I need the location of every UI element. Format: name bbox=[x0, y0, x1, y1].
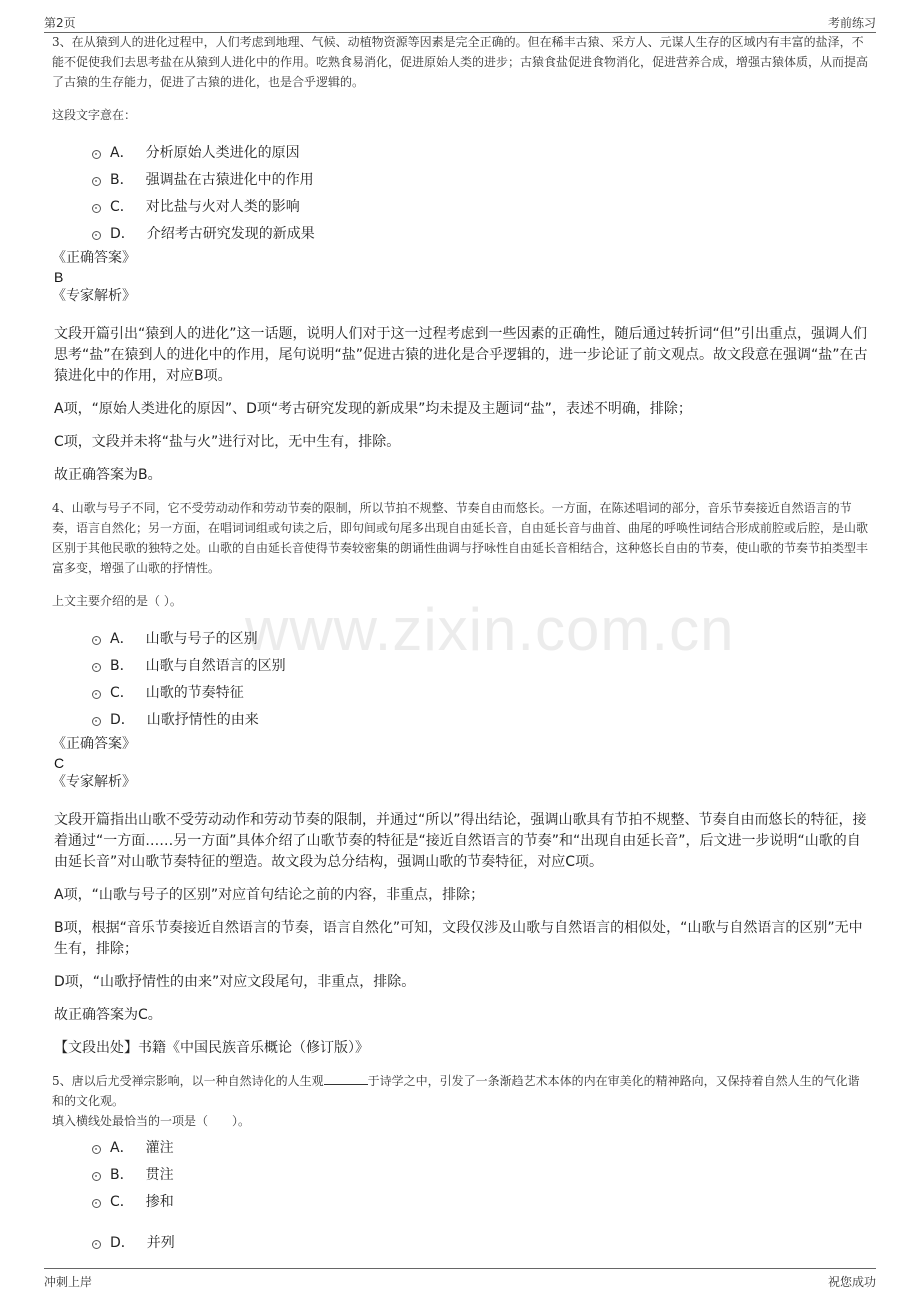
answer-label: 《正确答案》 bbox=[52, 736, 136, 752]
question-4 bbox=[52, 498, 870, 1059]
question-5-options bbox=[92, 1133, 870, 1255]
option-a[interactable]: A． 灌注 bbox=[92, 1133, 870, 1160]
option-d[interactable]: D． 山歌抒情性的由来 bbox=[92, 705, 870, 732]
page-content bbox=[52, 36, 870, 1255]
radio-icon[interactable] bbox=[92, 663, 101, 672]
footer-left-text: 冲刺上岸 bbox=[44, 1275, 93, 1289]
page-header bbox=[44, 14, 876, 32]
answer-value: B bbox=[54, 269, 64, 285]
answer-label: 《正确答案》 bbox=[52, 250, 136, 266]
analysis-conclusion: 故正确答案为C。 bbox=[54, 1007, 162, 1023]
option-b[interactable]: B． 强调盐在古猿进化中的作用 bbox=[92, 165, 870, 192]
page-footer bbox=[44, 1273, 876, 1291]
analysis-paragraph: D项，“山歌抒情性的由来”对应文段尾句，非重点，排除。 bbox=[54, 974, 416, 990]
analysis-paragraph: C项，文段并未将“盐与火”进行对比，无中生有，排除。 bbox=[54, 434, 401, 450]
option-b[interactable]: B． 山歌与自然语言的区别 bbox=[92, 651, 870, 678]
question-3-text: 3、在从猿到人的进化过程中，人们考虑到地理、气候、动植物资源等因素是完全正确的。但在稀丰古猿、采方人、元谋人生存的区域内有丰富的盐泽，不能不促使我们去思考盐在从猿到人进化中的作用。吃熟食易消化，促进原始人类的进步；古猿食盐促进食物消化，促进营养合成，增强古猿体质，从而提高了古猿的生存能力，促进了古猿的进化，也是合乎逻辑的。 bbox=[52, 35, 869, 89]
source-citation: 【文段出处】书籍《中国民族音乐概论（修订版）》 bbox=[54, 1040, 369, 1056]
question-5-text: 5、唐以后尤受禅宗影响，以一种自然诗化的人生观 于诗学之中，引发了一条渐趋艺术本体的内在审美化的精神路向，又保持着自然人生的气化谐和的文化观。 bbox=[52, 1074, 860, 1108]
analysis-conclusion: 故正确答案为B。 bbox=[54, 467, 162, 483]
question-3-prompt: 这段文字意在： bbox=[52, 108, 137, 122]
analysis-paragraph: A项，“原始人类进化的原因”、D项“考古研究发现的新成果”均未提及主题词“盐”，表述不明确，排除； bbox=[54, 401, 692, 417]
footer-right-text: 祝您成功 bbox=[827, 1275, 876, 1289]
analysis-paragraph: 文段开篇指出山歌不受劳动动作和劳动节奏的限制，并通过“所以”得出结论，强调山歌具有节拍不规整、节奏自由而悠长的特征，接着通过“一方面……另一方面”具体介绍了山歌节奏的特征是“接近自然语言的节奏”和“出现自由延长音”，后文进一步说明“山歌的自由延长音”对山歌节奏特征的塑造。故文段为总分结构，强调山歌的节奏特征，对应C项。 bbox=[54, 812, 867, 870]
option-a[interactable]: A． 分析原始人类进化的原因 bbox=[92, 138, 870, 165]
radio-icon[interactable] bbox=[92, 1145, 101, 1154]
radio-icon[interactable] bbox=[92, 690, 101, 699]
fill-blank bbox=[324, 1072, 368, 1085]
footer-divider bbox=[44, 1268, 876, 1269]
option-a[interactable]: A． 山歌与号子的区别 bbox=[92, 624, 870, 651]
radio-icon[interactable] bbox=[92, 231, 101, 240]
option-b[interactable]: B． 贯注 bbox=[92, 1160, 870, 1187]
radio-icon[interactable] bbox=[92, 1199, 101, 1208]
radio-icon[interactable] bbox=[92, 1240, 101, 1249]
radio-icon[interactable] bbox=[92, 636, 101, 645]
watermark: www.zixin.com.cn bbox=[245, 596, 735, 663]
radio-icon[interactable] bbox=[92, 204, 101, 213]
option-d[interactable]: D． 并列 bbox=[92, 1228, 870, 1255]
question-4-prompt: 上文主要介绍的是（ ）。 bbox=[52, 594, 182, 608]
question-5 bbox=[52, 1071, 870, 1255]
analysis-paragraph: B项，根据“音乐节奏接近自然语言的节奏，语言自然化”可知，文段仅涉及山歌与自然语言的相似处，“山歌与自然语言的区别”无中生有，排除； bbox=[54, 920, 863, 957]
radio-icon[interactable] bbox=[92, 717, 101, 726]
radio-icon[interactable] bbox=[92, 1172, 101, 1181]
option-c[interactable]: C． 掺和 bbox=[92, 1187, 870, 1214]
option-c[interactable]: C． 对比盐与火对人类的影响 bbox=[92, 192, 870, 219]
question-5-prompt: 填入横线处最恰当的一项是（ ）。 bbox=[52, 1114, 251, 1128]
question-3-options bbox=[92, 138, 870, 246]
page-number: 第2页 bbox=[44, 16, 76, 30]
header-title: 考前练习 bbox=[827, 16, 876, 30]
radio-icon[interactable] bbox=[92, 150, 101, 159]
analysis-paragraph: A项，“山歌与号子的区别”对应首句结论之前的内容，非重点，排除； bbox=[54, 887, 485, 903]
analysis-label: 《专家解析》 bbox=[52, 288, 136, 304]
question-3 bbox=[52, 32, 870, 486]
question-4-text: 4、山歌与号子不同，它不受劳动动作和劳动节奏的限制，所以节拍不规整、节奏自由而悠长。一方面，在陈述唱词的部分，音乐节奏接近自然语言的节奏，语言自然化；另一方面，在唱词词组或句读之后，即句间或句尾多出现自由延长音，自由延长音与曲首、曲尾的呼唤性词结合形成前腔或后腔，是山歌区别于其他民歌的独特之处。山歌的自由延长音使得节奏较密集的朗诵性曲调与抒咏性自由延长音相结合，这种悠长自由的节奏，使山歌的节奏节拍类型丰富多变，增强了山歌的抒情性。 bbox=[52, 501, 869, 575]
option-c[interactable]: C． 山歌的节奏特征 bbox=[92, 678, 870, 705]
option-d[interactable]: D． 介绍考古研究发现的新成果 bbox=[92, 219, 870, 246]
analysis-label: 《专家解析》 bbox=[52, 774, 136, 790]
question-4-options bbox=[92, 624, 870, 732]
analysis-paragraph: 文段开篇引出“猿到人的进化”这一话题，说明人们对于这一过程考虑到一些因素的正确性，随后通过转折词“但”引出重点，强调人们思考“盐”在猿到人的进化中的作用，尾句说明“盐”促进古猿的进化是合乎逻辑的，进一步论证了前文观点。故文段意在强调“盐”在古猿进化中的作用，对应B项。 bbox=[54, 326, 868, 384]
radio-icon[interactable] bbox=[92, 177, 101, 186]
answer-value: C bbox=[54, 755, 65, 771]
